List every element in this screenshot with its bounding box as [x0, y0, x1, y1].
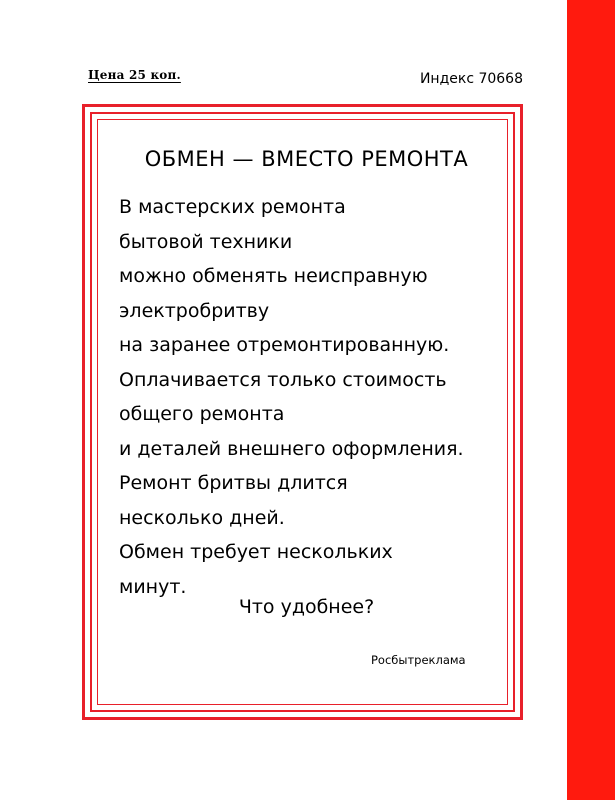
ad-body-line: Оплачивается только стоимость	[119, 368, 447, 391]
ad-body-line: несколько дней.	[119, 506, 285, 529]
ad-body-line: можно обменять неисправную	[119, 265, 428, 287]
ad-body-line: В мастерских ремонта	[119, 196, 346, 218]
ad-body-line: минут.	[119, 575, 187, 598]
ad-headline: ОБМЕН — ВМЕСТО РЕМОНТА	[144, 147, 469, 171]
ad-body-line: Обмен требует нескольких	[119, 541, 393, 563]
ad-body-line: электробритву	[119, 299, 270, 322]
ad-question: Что удобнее?	[238, 596, 375, 618]
ad-frame	[82, 104, 523, 720]
ad-body-line: и деталей внешнего оформления.	[119, 437, 464, 460]
ad-body-line: бытовой техники	[119, 230, 293, 253]
price-label: Цена 25 коп.	[88, 68, 181, 82]
red-side-stripe	[567, 0, 615, 800]
ad-signature: Росбытреклама	[371, 653, 466, 667]
ad-body	[119, 190, 464, 604]
ad-body-line: общего ремонта	[119, 403, 285, 425]
index-label: Индекс 70668	[419, 71, 523, 87]
ad-body-line: Ремонт бритвы длится	[119, 472, 348, 494]
ad-body-line: на заранее отремонтированную.	[119, 334, 450, 356]
